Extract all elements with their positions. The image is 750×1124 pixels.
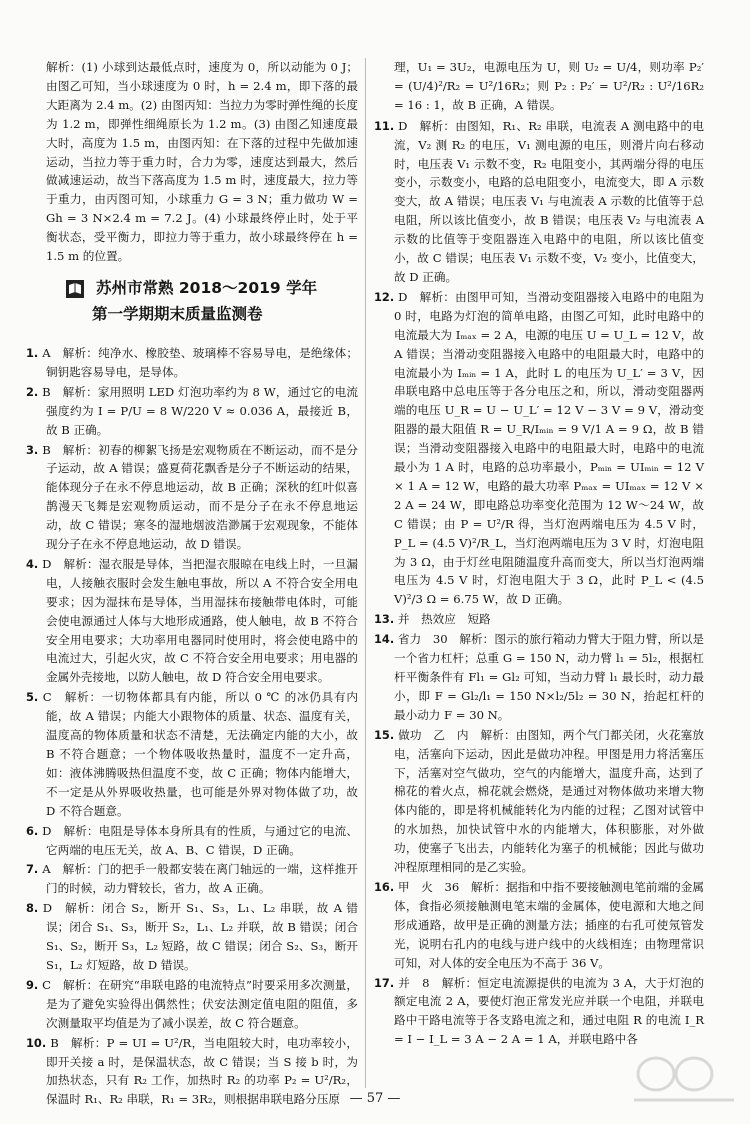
answer-text: 做功 乙 内 解析：由图知，两个气门都关闭，火花塞放电，活塞向下运动，因此是做功冲程。甲图是用力将活塞压下，活塞对空气做功，空气的内能增大，温度升高，达到了棉花的着火点，棉花就会燃烧，是通过对物体做功来增大物体内能的，即是将机械能转化为内能的过程；乙图对试管中的水加热，加快试管中水的内能增大，体积膨胀，对外做功，使塞子飞出去，内能转化为塞子的机械能；因此与做功冲程原理相同的是乙实验。	[394, 727, 704, 875]
page-number: — 57 —	[349, 1091, 401, 1106]
answer-text: B 解析：初春的柳絮飞扬是宏观物质在不断运动，而不是分子运动，故 A 错误；盛夏荷花飘香是分子不断运动的结果，能体现分子在永不停息地运动，故 B 正确；深秋的红叶似喜鹊漫天飞舞是宏观物质运动，而不是分子在永不停息地运动，故 C 错误；寒冬的湿地烟波浩渺属于宏观现象，不能体现分子在永不停息地运动，故 D 错误。	[42, 442, 358, 552]
answer-number: 6.	[26, 823, 39, 838]
answer-item	[374, 878, 704, 973]
answer-item	[26, 860, 358, 898]
answer-number: 11.	[374, 118, 395, 133]
answer-item	[26, 822, 358, 860]
answer-item	[374, 288, 704, 609]
answer-text: C 解析：一切物体都具有内能，所以 0 ℃ 的冰仍具有内能，故 A 错误；内能大小跟物体的质量、状态、温度有关，温度高的物体质量和状态不清楚，无法确定内能的大小，故 B 不符合题意；一个物体吸收热量时，温度不一定升高，如：液体沸腾吸热但温度不变，故 C 正确；物体内能增大，不一定是从外界吸收热量，也可能是外界对物体做了功，故 D 不符合题意。	[42, 690, 358, 818]
answer-number: 9.	[26, 977, 39, 992]
answer-number: 7.	[26, 862, 39, 877]
answer-text: B 解析：家用照明 LED 灯泡功率约为 8 W，通过它的电流强度约为 I = P/U = 8 W/220 V ≈ 0.036 A，最接近 B，故 B 正确。	[42, 384, 359, 437]
answer-list-right	[374, 117, 704, 1049]
answer-number: 2.	[26, 384, 39, 399]
answer-number: 13.	[374, 612, 395, 627]
answer-item	[374, 117, 704, 287]
left-column	[26, 58, 359, 1107]
answer-number: 17.	[374, 975, 395, 990]
section-subtitle: 第一学期期末质量监测卷	[92, 304, 263, 323]
answer-text: D 解析：由图知，R₁、R₂ 串联，电流表 A 测电路中的电流，V₂ 测 R₂ 的电压，V₁ 测电源的电压，则滑片向右移动时，电压表 V₁ 示数不变，R₂ 电阻变小，其两端分得的电压变小，示数变小，电路的总电阻变小，电流变大，即 A 示数变大，故 A 错误；电压表 V₁ 与电流表 A 示数的比值等于总电阻，所以该比值变小，故 B 错误；电压表 V₂ 与电流表 A 示数的比值等于变阻器连入电路中的电阻，所以该比值变小，故 C 错误；电压表 V₁ 示数不变，V₂ 变小，比值变大，故 D 正确。	[394, 118, 705, 284]
answer-text: D 解析：湿衣服是导体，当把湿衣服晾在电线上时，一旦漏电，人接触衣服时会发生触电事故，所以 A 不符合安全用电要求；因为湿抹布是导体，当用湿抹布接触带电体时，可能会使电源通过人体与大地形成通路，使人触电，故 B 不符合安全用电要求；大功率用电器同时使用时，将会使电路中的电流过大，引起火灾，故 C 不符合安全用电要求；用电器的金属外壳接地，以防人触电，故 D 符合安全用电要求。	[42, 556, 358, 685]
answer-item	[26, 555, 358, 687]
answer-number: 1.	[26, 345, 39, 360]
answer-10-continuation: 理，U₁ = 3U₂，电源电压为 U，则 U₂ = U/4，则功率 P₂′ = (U/4)²/R₂ = U²/16R₂；则 P₂ : P₂′ = U²/R₂ : U²/16R₂ = 16 : 1，故 B 正确，A 错误。	[394, 60, 704, 112]
answer-item	[26, 688, 358, 820]
answer-item	[26, 441, 358, 554]
column-divider	[365, 58, 366, 1088]
answer-text: A 解析：门的把手一般都安装在离门轴远的一端，这样推开门的时候，动力臂较长，省力，故 A 正确。	[42, 862, 359, 896]
answer-text: 并 8 解析：恒定电流源提供的电流为 3 A，大于灯泡的额定电流 2 A，要使灯泡正常发光应并联一个电阻，并联电路中干路电流等于各支路电流之和，通过电阻 R 的电流 I_R = I − I_L = 3 A − 2 A = 1 A，并联电路中各	[394, 975, 705, 1047]
answer-number: 15.	[374, 727, 395, 742]
book-icon	[66, 280, 84, 298]
section-header	[26, 276, 358, 330]
answer-item	[26, 976, 358, 1033]
answer-number: 3.	[26, 442, 39, 457]
answer-text: C 解析：在研究“串联电路的电流特点”时要采用多次测量，是为了避免实验得出偶然性；伏安法测定值电阻的阻值，多次测量取平均值是为了减小误差，故 C 符合题意。	[42, 977, 359, 1030]
watermark-logo	[594, 1050, 744, 1120]
answer-number: 12.	[374, 289, 395, 304]
answer-number: 8.	[26, 901, 39, 916]
answer-text: D 解析：闭合 S₂，断开 S₁、S₃，L₁、L₂ 串联，故 A 错误；闭合 S₁、S₃，断开 S₂，L₁、L₂ 并联，故 B 错误；闭合 S₁、S₂，断开 S₃，L₂ 短路，故 C 错误；闭合 S₂、S₃，断开 S₁，L₂ 灯短路，故 D 错误。	[42, 901, 359, 972]
answer-number: 4.	[26, 556, 39, 571]
answer-number: 5.	[26, 690, 39, 705]
answer-text: A 解析：纯净水、橡胶垫、玻璃棒不容易导电，是绝缘体；铜钥匙容易导电，是导体。	[42, 345, 359, 379]
answer-item	[374, 726, 704, 877]
answer-item	[26, 344, 358, 382]
answer-item	[374, 630, 704, 725]
answer-text: D 解析：由图甲可知，当滑动变阻器接入电路中的电阻为 0 时，电路为灯泡的简单电路，由图乙可知，此时电路中的电流最大为 Iₘₐₓ = 2 A，电源的电压 U = U_L = 12 V，故 A 错误；当滑动变阻器接入电路中的电阻最大时，电路中的电流最小为 Iₘᵢₙ = 1 A，此时 L 的电压为 U_L′ = 3 V，因串联电路中总电压等于各分电压之和，所以，滑动变阻器两端的电压 U_R = U − U_L′ = 12 V − 3 V = 9 V，滑动变阻器的最大阻值 R = U_R/Iₘᵢₙ = 9 V/1 A = 9 Ω，故 B 错误；当滑动变阻器接入电路中的电阻最大时，电路中的电流最小为 1 A 时，电路的总功率最小，Pₘᵢₙ = UIₘᵢₙ = 12 V × 1 A = 12 W，电路的最大功率 Pₘₐₓ = UIₘₐₓ = 12 V × 2 A = 24 W，即电路总功率变化范围为 12 W～24 W，故 C 错误；由 P = U²/R 得，当灯泡两端电压为 4.5 V 时，P_L = (4.5 V)²/R_L，当灯泡两端电压为 3 V 时，灯泡电阻为 3 Ω，由于灯丝电阻随温度升高而变大，所以当灯泡两端电压为 4.5 V 时，灯泡电阻大于 3 Ω，此时 P_L < (4.5 V)²/3 Ω = 6.75 W，故 D 正确。	[394, 289, 704, 607]
answer-text: 并 热效应 短路	[397, 612, 491, 627]
answer-number: 16.	[374, 879, 395, 894]
answer-text: 甲 火 36 解析：据指和中指不要接触测电笔前端的金属体，食指必须接触测电笔末端的金属体，使电源和大地之间形成通路，故甲是正确的测量方法；插座的右孔可使氖管发光，说明右孔内的电线与进户线中的火线相连；由物理常识可知，对人体的安全电压为不高于 36 V。	[394, 879, 704, 970]
answer-text: D 解析：电阻是导体本身所具有的性质，与通过它的电流、它两端的电压无关，故 A、B、C 错误，D 正确。	[42, 823, 358, 857]
answer-list-left	[26, 344, 358, 1109]
section-title: 苏州市常熟 2018～2019 学年	[96, 278, 318, 297]
answer-text: B 解析：P = UI = U²/R，当电阻较大时，电功率较小，即开关接 a 时，是保温状态，故 C 错误；当 S 接 b 时，为加热状态，只有 R₂ 工作，加热时 R₂ 的功率 P₂ = U²/R₂，保温时 R₁、R₂ 串联，R₁ = 3R₂，则根据串联电路分压原	[46, 1035, 358, 1107]
answer-item	[374, 974, 704, 1050]
answer-item	[26, 899, 358, 975]
right-column	[374, 58, 704, 1098]
previous-answer-continuation: 解析：(1) 小球到达最低点时，速度为 0，所以动能为 0 J；由图乙可知，当小球速度为 0 时，h = 2.4 m，即下落的最大距离为 2.4 m。(2) 由图丙知：当拉力为零时弹性绳的长度为 1.2 m，即弹性细绳原长为 1.2 m。(3) 由图乙知速度最大时，高度为 1.5 m，由图丙知：在下落的过程中先做加速运动，当拉力等于重力时，合力为零，速度达到最大，然后做减速运动，故当下落高度为 1.5 m 时，速度最大，拉力等于重力，由丙图可知，小球重力 G = 3 N；重力做功 W = Gh = 3 N×2.4 m = 7.2 J。(4) 小球最终停止时，处于平衡状态，受平衡力，即拉力等于重力，故小球最终停在 h = 1.5 m 的位置。	[46, 60, 358, 264]
answer-number: 14.	[374, 632, 395, 647]
answer-item	[26, 383, 358, 440]
answer-item	[374, 610, 704, 629]
answer-text: 省力 30 解析：图示的旅行箱动力臂大于阻力臂，所以是一个省力杠杆；总重 G = 150 N，动力臂 l₁ = 5l₂，根据杠杆平衡条件有 Fl₁ = Gl₂ 可知，当动力臂 l₁ 最长时，动力最小，即 F = Gl₂/l₁ = 150 N×l₂/5l₂ = 30 N，抬起杠杆的最小动力 F = 30 N。	[394, 632, 704, 722]
answer-number: 10.	[26, 1035, 47, 1050]
